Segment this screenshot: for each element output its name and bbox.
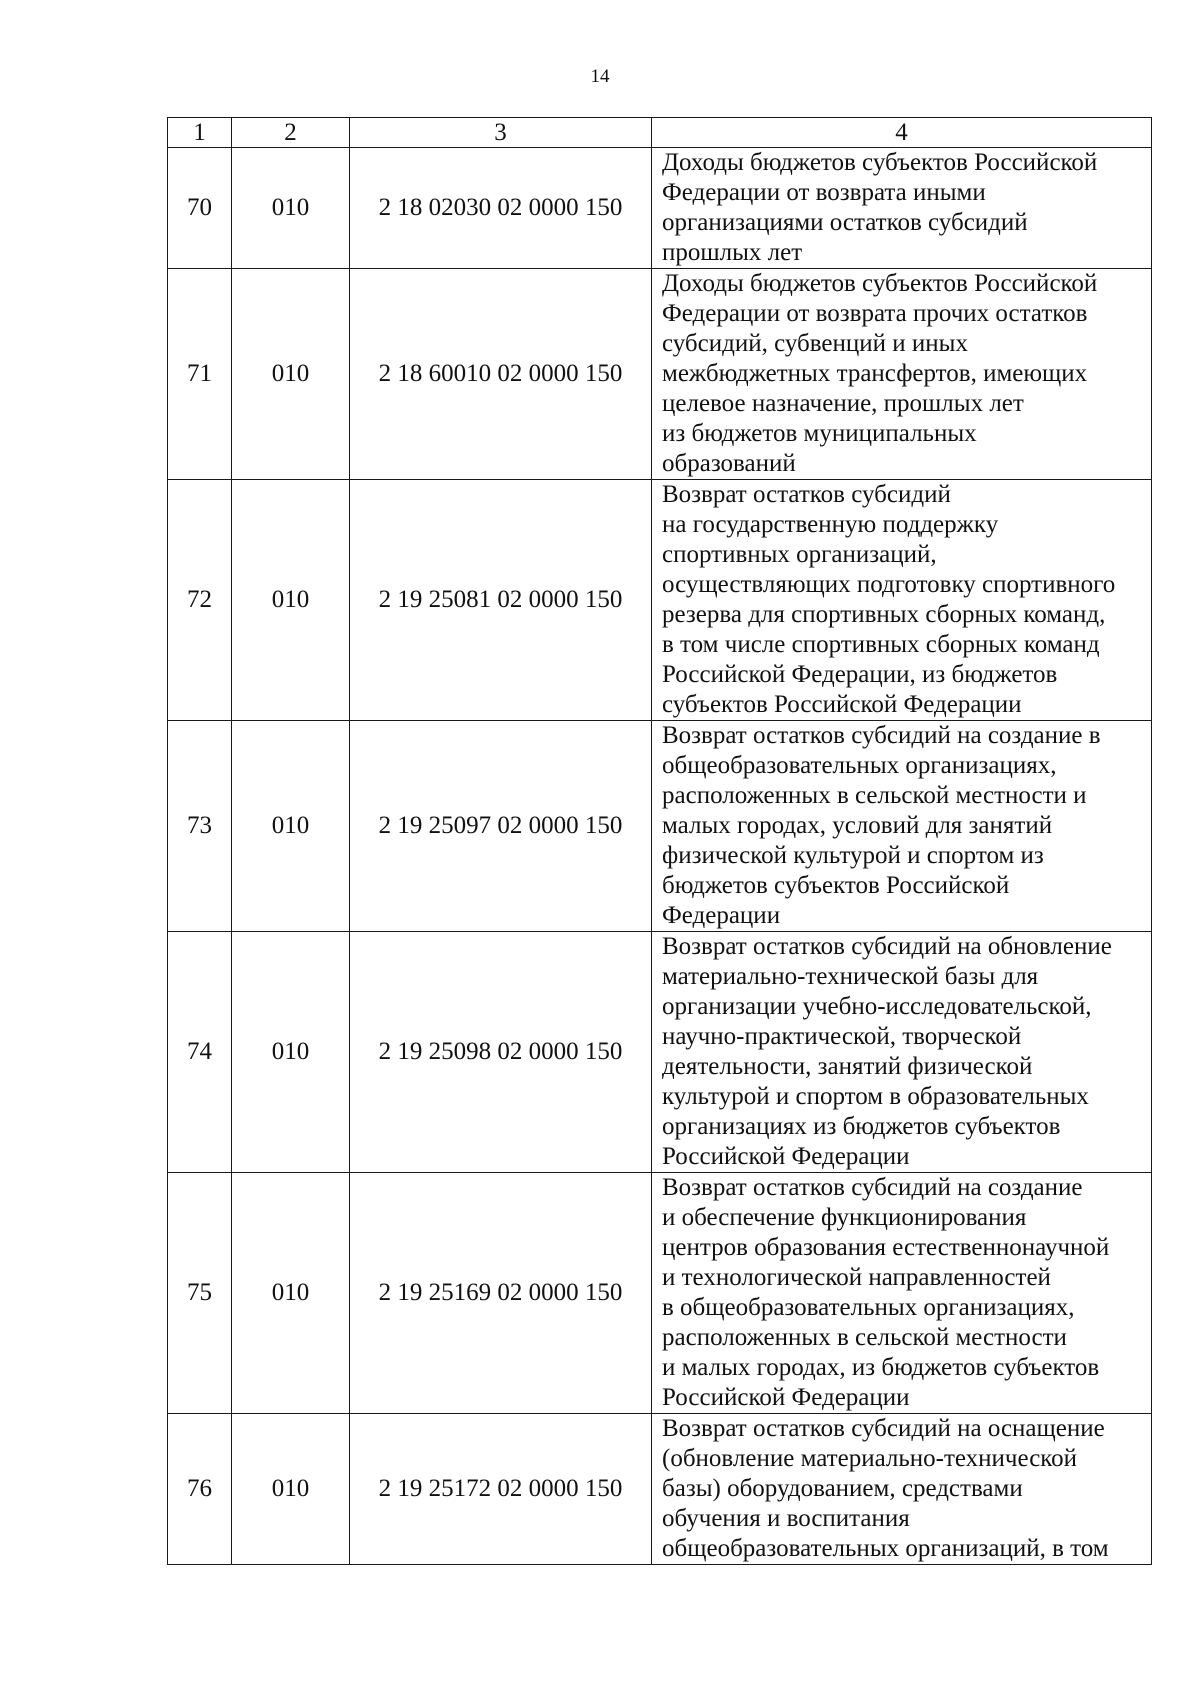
- description-line: Возврат остатков субсидий на создание: [662, 1174, 1083, 1201]
- description-line: образований: [662, 450, 796, 477]
- revenue-description: [652, 1173, 1152, 1414]
- description-line: Российской Федерации, из бюджетов: [662, 661, 1058, 688]
- description-line: Федерации от возврата иными: [662, 179, 986, 206]
- row-number: 70: [168, 148, 232, 269]
- table-row: [168, 932, 1152, 1173]
- description-line: организации учебно-исследовательской,: [662, 993, 1092, 1020]
- description-line: и обеспечение функционирования: [662, 1204, 1027, 1231]
- description-line: малых городах, условий для занятий: [662, 812, 1053, 839]
- description-line: в общеобразовательных организациях,: [662, 1294, 1075, 1321]
- revenue-description: [652, 480, 1152, 721]
- column-header-2: 2: [232, 118, 350, 148]
- description-line: базы) оборудованием, средствами: [662, 1475, 1023, 1502]
- administrator-code: 010: [232, 148, 350, 269]
- budget-classification-code: 2 19 25097 02 0000 150: [350, 721, 652, 932]
- description-line: Доходы бюджетов субъектов Российской: [662, 270, 1098, 297]
- revenue-description: [652, 148, 1152, 269]
- budget-classification-code: 2 19 25098 02 0000 150: [350, 932, 652, 1173]
- row-number: 74: [168, 932, 232, 1173]
- description-line: расположенных в сельской местности: [662, 1324, 1067, 1351]
- description-line: Возврат остатков субсидий: [662, 481, 951, 508]
- description-line: и технологической направленностей: [662, 1264, 1051, 1291]
- description-line: физической культурой и спортом из: [662, 842, 1044, 869]
- administrator-code: 010: [232, 1414, 350, 1565]
- description-line: культурой и спортом в образовательных: [662, 1083, 1089, 1110]
- budget-classification-code: 2 18 60010 02 0000 150: [350, 269, 652, 480]
- revenue-description: [652, 269, 1152, 480]
- description-line: межбюджетных трансфертов, имеющих: [662, 360, 1088, 387]
- administrator-code: 010: [232, 932, 350, 1173]
- revenue-description: [652, 932, 1152, 1173]
- description-line: обучения и воспитания: [662, 1505, 910, 1532]
- description-line: спортивных организаций,: [662, 541, 937, 568]
- description-line: общеобразовательных организаций, в том: [662, 1535, 1109, 1562]
- column-header-4: 4: [652, 118, 1152, 148]
- row-number: 72: [168, 480, 232, 721]
- budget-classification-code: 2 18 02030 02 0000 150: [350, 148, 652, 269]
- description-line: целевое назначение, прошлых лет: [662, 390, 1024, 417]
- table-row: [168, 269, 1152, 480]
- column-header-1: 1: [168, 118, 232, 148]
- table-row: [168, 1173, 1152, 1414]
- column-header-3: 3: [350, 118, 652, 148]
- description-line: Возврат остатков субсидий на обновление: [662, 933, 1112, 960]
- row-number: 75: [168, 1173, 232, 1414]
- budget-revenue-table: [167, 117, 1152, 1565]
- description-line: материально-технической базы для: [662, 963, 1039, 990]
- description-line: Возврат остатков субсидий на оснащение: [662, 1415, 1105, 1442]
- budget-classification-code: 2 19 25172 02 0000 150: [350, 1414, 652, 1565]
- administrator-code: 010: [232, 1173, 350, 1414]
- description-line: резерва для спортивных сборных команд,: [662, 601, 1106, 628]
- description-line: научно-практической, творческой: [662, 1023, 1022, 1050]
- row-number: 71: [168, 269, 232, 480]
- description-line: Федерации: [662, 902, 781, 929]
- administrator-code: 010: [232, 721, 350, 932]
- description-line: Российской Федерации: [662, 1384, 910, 1411]
- description-line: организациях из бюджетов субъектов: [662, 1113, 1061, 1140]
- description-line: и малых городах, из бюджетов субъектов: [662, 1354, 1100, 1381]
- revenue-description: [652, 721, 1152, 932]
- table-row: [168, 480, 1152, 721]
- description-line: Доходы бюджетов субъектов Российской: [662, 149, 1098, 176]
- table-header-row: [168, 118, 1152, 148]
- description-line: общеобразовательных организациях,: [662, 752, 1057, 779]
- budget-classification-code: 2 19 25169 02 0000 150: [350, 1173, 652, 1414]
- table-row: [168, 721, 1152, 932]
- revenue-description: [652, 1414, 1152, 1565]
- table-row: [168, 1414, 1152, 1565]
- description-line: расположенных в сельской местности и: [662, 782, 1087, 809]
- description-line: центров образования естественнонаучной: [662, 1234, 1110, 1261]
- budget-classification-code: 2 19 25081 02 0000 150: [350, 480, 652, 721]
- administrator-code: 010: [232, 269, 350, 480]
- description-line: деятельности, занятий физической: [662, 1053, 1033, 1080]
- description-line: Возврат остатков субсидий на создание в: [662, 722, 1101, 749]
- description-line: (обновление материально-технической: [662, 1445, 1078, 1472]
- description-line: бюджетов субъектов Российской: [662, 872, 1010, 899]
- row-number: 73: [168, 721, 232, 932]
- row-number: 76: [168, 1414, 232, 1565]
- administrator-code: 010: [232, 480, 350, 721]
- description-line: субсидий, субвенций и иных: [662, 330, 968, 357]
- description-line: из бюджетов муниципальных: [662, 420, 977, 447]
- description-line: субъектов Российской Федерации: [662, 691, 1022, 718]
- description-line: Российской Федерации: [662, 1143, 910, 1170]
- description-line: Федерации от возврата прочих остатков: [662, 300, 1088, 327]
- description-line: на государственную поддержку: [662, 511, 999, 538]
- page-number: 14: [590, 66, 610, 87]
- description-line: осуществляющих подготовку спортивного: [662, 571, 1116, 598]
- description-line: прошлых лет: [662, 239, 803, 266]
- description-line: в том числе спортивных сборных команд: [662, 631, 1100, 658]
- description-line: организациями остатков субсидий: [662, 209, 1028, 236]
- table-row: [168, 148, 1152, 269]
